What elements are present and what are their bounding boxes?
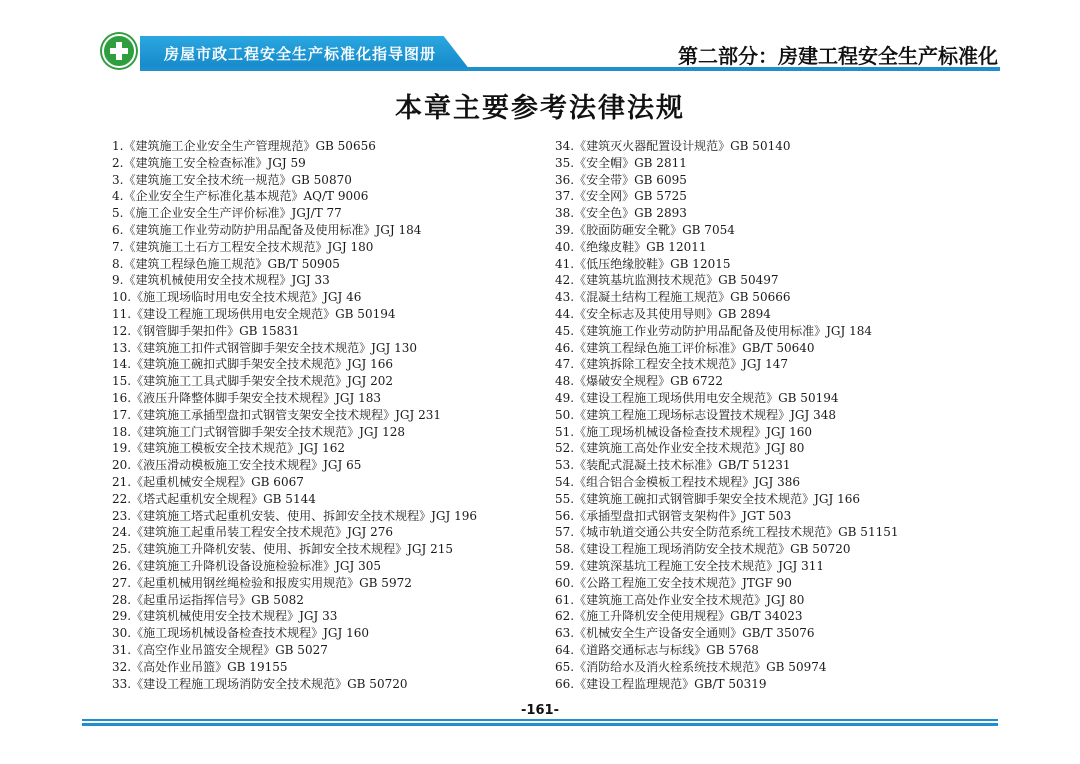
reference-item: 12.《钢管脚手架扣件》GB 15831 — [112, 323, 300, 338]
reference-item: 61.《建筑施工高处作业安全技术规范》JGJ 80 — [555, 592, 805, 607]
reference-item: 16.《液压升降整体脚手架安全技术规程》JGJ 183 — [112, 390, 382, 405]
reference-item: 58.《建设工程施工现场消防安全技术规范》GB 50720 — [555, 542, 851, 557]
reference-item: 4.《企业安全生产标准化基本规范》AQ/T 9006 — [112, 189, 369, 204]
reference-item: 56.《承插型盘扣式钢管支架构件》JGT 503 — [555, 508, 792, 523]
reference-item: 7.《建筑施工土石方工程安全技术规范》JGJ 180 — [112, 239, 374, 254]
reference-item: 29.《建筑机械使用安全技术规程》JGJ 33 — [112, 609, 338, 624]
reference-item: 18.《建筑施工门式钢管脚手架安全技术规范》JGJ 128 — [112, 424, 406, 439]
reference-item: 25.《建筑施工升降机安装、使用、拆卸安全技术规程》JGJ 215 — [112, 542, 454, 557]
reference-item: 59.《建筑深基坑工程施工安全技术规范》JGJ 311 — [555, 558, 825, 573]
reference-item: 40.《绝缘皮鞋》GB 12011 — [555, 239, 707, 254]
reference-item: 14.《建筑施工碗扣式脚手架安全技术规范》JGJ 166 — [112, 357, 394, 372]
reference-item: 42.《建筑基坑监测技术规范》GB 50497 — [555, 273, 779, 288]
reference-item: 46.《建筑工程绿色施工评价标准》GB/T 50640 — [555, 340, 815, 355]
reference-item: 38.《安全色》GB 2893 — [555, 206, 687, 221]
reference-list-right — [555, 138, 898, 692]
reference-item: 32.《高处作业吊篮》GB 19155 — [112, 659, 288, 674]
reference-item: 66.《建设工程监理规范》GB/T 50319 — [555, 676, 767, 691]
reference-item: 5.《施工企业安全生产评价标准》JGJ/T 77 — [112, 206, 342, 221]
reference-item: 65.《消防给水及消火栓系统技术规范》GB 50974 — [555, 659, 827, 674]
reference-item: 22.《塔式起重机安全规程》GB 5144 — [112, 491, 316, 506]
reference-item: 44.《安全标志及其使用导则》GB 2894 — [555, 306, 771, 321]
page-header — [0, 0, 1080, 80]
reference-item: 26.《建筑施工升降机设备设施检验标准》JGJ 305 — [112, 558, 382, 573]
banner-title: 房屋市政工程安全生产标准化指导图册 — [164, 45, 437, 63]
reference-item: 55.《建筑施工碗扣式钢管脚手架安全技术规范》JGJ 166 — [555, 491, 861, 506]
reference-item: 64.《道路交通标志与标线》GB 5768 — [555, 642, 759, 657]
reference-item: 27.《起重机械用钢丝绳检验和报废实用规范》GB 5972 — [112, 575, 412, 590]
reference-item: 8.《建筑工程绿色施工规范》GB/T 50905 — [112, 256, 340, 271]
green-cross-logo-icon — [102, 34, 136, 68]
footer-rule-top — [82, 719, 998, 721]
reference-list-left — [112, 138, 477, 692]
reference-item: 33.《建设工程施工现场消防安全技术规范》GB 50720 — [112, 676, 408, 691]
reference-item: 15.《建筑施工工具式脚手架安全技术规范》JGJ 202 — [112, 374, 394, 389]
reference-item: 17.《建筑施工承插型盘扣式钢管支架安全技术规程》JGJ 231 — [112, 407, 442, 422]
reference-item: 63.《机械安全生产设备安全通则》GB/T 35076 — [555, 626, 815, 641]
reference-item: 6.《建筑施工作业劳动防护用品配备及使用标准》JGJ 184 — [112, 222, 422, 237]
reference-item: 23.《建筑施工塔式起重机安装、使用、拆卸安全技术规程》JGJ 196 — [112, 508, 478, 523]
reference-item: 28.《起重吊运指挥信号》GB 5082 — [112, 592, 304, 607]
reference-item: 60.《公路工程施工安全技术规范》JTGF 90 — [555, 575, 792, 590]
reference-item: 52.《建筑施工高处作业安全技术规范》JGJ 80 — [555, 441, 805, 456]
reference-item: 31.《高空作业吊篮安全规程》GB 5027 — [112, 642, 328, 657]
reference-item: 3.《建筑施工安全技术统一规范》GB 50870 — [112, 172, 352, 187]
reference-item: 57.《城市轨道交通公共安全防范系统工程技术规范》GB 51151 — [555, 525, 899, 540]
footer-rule-bottom — [82, 723, 998, 726]
reference-item: 49.《建设工程施工现场供用电安全规范》GB 50194 — [555, 390, 839, 405]
page-title: 本章主要参考法律法规 — [395, 93, 685, 124]
reference-item: 24.《建筑施工起重吊装工程安全技术规范》JGJ 276 — [112, 525, 394, 540]
page-number: -161- — [521, 703, 559, 718]
logo-cross-horizontal — [110, 48, 128, 54]
reference-item: 43.《混凝土结构工程施工规范》GB 50666 — [555, 290, 791, 305]
reference-item: 37.《安全网》GB 5725 — [555, 189, 687, 204]
reference-item: 48.《爆破安全规程》GB 6722 — [555, 374, 723, 389]
reference-item: 53.《装配式混凝土技术标准》GB/T 51231 — [555, 458, 791, 473]
reference-item: 21.《起重机械安全规程》GB 6067 — [112, 474, 304, 489]
reference-item: 11.《建设工程施工现场供用电安全规范》GB 50194 — [112, 306, 396, 321]
reference-item: 47.《建筑拆除工程安全技术规范》JGJ 147 — [555, 357, 789, 372]
reference-item: 9.《建筑机械使用安全技术规程》JGJ 33 — [112, 273, 330, 288]
reference-item: 13.《建筑施工扣件式钢管脚手架安全技术规范》JGJ 130 — [112, 340, 418, 355]
reference-item: 41.《低压绝缘胶鞋》GB 12015 — [555, 256, 731, 271]
reference-item: 54.《组合铝合金模板工程技术规程》JGJ 386 — [555, 474, 801, 489]
reference-item: 1.《建筑施工企业安全生产管理规范》GB 50656 — [112, 139, 376, 153]
reference-item: 10.《施工现场临时用电安全技术规范》JGJ 46 — [112, 290, 362, 305]
reference-item: 50.《建筑工程施工现场标志设置技术规程》JGJ 348 — [555, 407, 837, 422]
reference-item: 36.《安全带》GB 6095 — [555, 172, 687, 187]
reference-item: 35.《安全帽》GB 2811 — [555, 155, 687, 170]
reference-item: 19.《建筑施工模板安全技术规范》JGJ 162 — [112, 441, 346, 456]
reference-item: 62.《施工升降机安全使用规程》GB/T 34023 — [555, 609, 803, 624]
reference-item: 30.《施工现场机械设备检查技术规程》JGJ 160 — [112, 626, 370, 641]
section-title: 第二部分：房建工程安全生产标准化 — [678, 44, 998, 68]
reference-item: 20.《液压滑动模板施工安全技术规程》JGJ 65 — [112, 458, 362, 473]
reference-item: 45.《建筑施工作业劳动防护用品配备及使用标准》JGJ 184 — [555, 323, 873, 338]
reference-item: 51.《施工现场机械设备检查技术规程》JGJ 160 — [555, 424, 813, 439]
reference-item: 39.《胶面防砸安全靴》GB 7054 — [555, 222, 735, 237]
reference-item: 34.《建筑灭火器配置设计规范》GB 50140 — [555, 139, 791, 153]
reference-item: 2.《建筑施工安全检查标准》JGJ 59 — [112, 155, 306, 170]
